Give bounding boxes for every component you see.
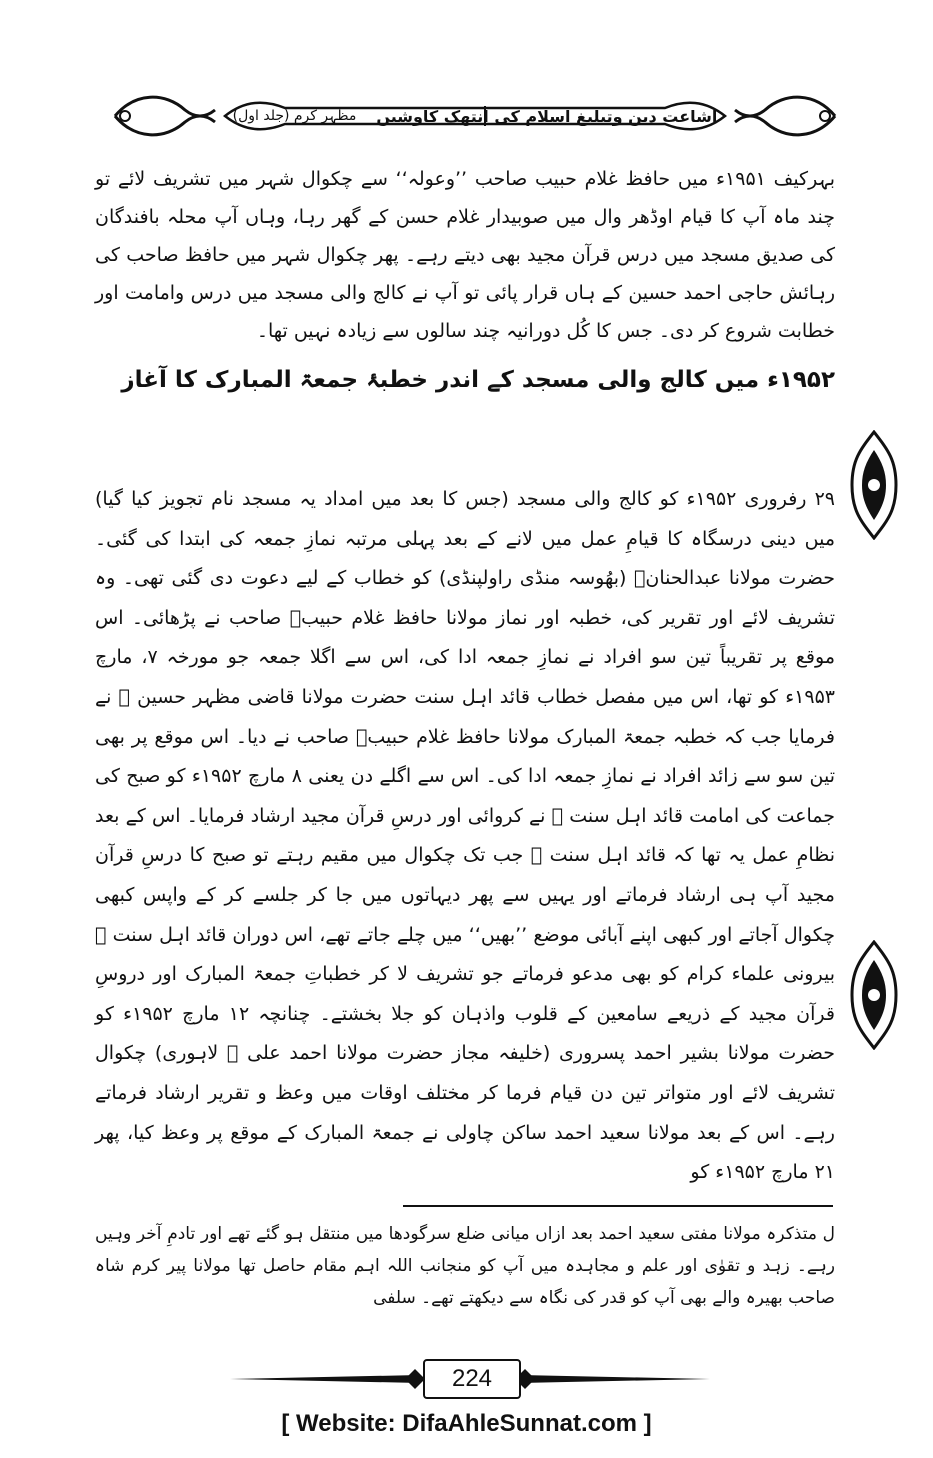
running-header <box>95 88 855 144</box>
main-paragraph: ۲۹ رفروری ۱۹۵۲ء کو کالج والی مسجد (جس کا بعد میں امداد یہ مسجد نام تجویز کیا گیا) میں دینی درسگاہ کا قیامِ عمل میں لانے کے بعد پہلی مرتبہ نمازِ جمعہ کی ابتدا کی گئی۔ حضرت مولانا عبدالحنانؒ (بھُوسہ منڈی راولپنڈی) کو خطاب کے لیے دعوت دی گئی تھی۔ وہ تشریف لائے اور تقریر کی، خطبہ اور نماز مولانا حافظ غلام حبیبؒ صاحب نے پڑھائی۔ اس موقع پر تقریباً تین سو افراد نے نمازِ جمعہ ادا کی، اس سے اگلا جمعہ جو مورخہ ۷، مارچ ۱۹۵۳ء کو تھا، اس میں مفصل خطاب قائد اہل سنت حضرت مولانا قاضی مظہر حسین ﷫ نے فرمایا جب کہ خطبہ جمعۃ المبارک مولانا حافظ غلام حبیبؒ صاحب نے دیا۔ اس موقع پر بھی تین سو سے زائد افراد نے نمازِ جمعہ ادا کی۔ اس سے اگلے دن یعنی ۸ مارچ ۱۹۵۲ء کو صبح کی جماعت کی امامت قائد اہل سنت ﷫ نے کروائی اور درسِ قرآن مجید ارشاد فرمایا۔ اس کے بعد نظامِ عمل یہ تھا کہ قائد اہل سنت ﷫ جب تک چکوال میں مقیم رہتے تو صبح کا درسِ قرآن مجید آپ ہی ارشاد فرماتے اور یہیں سے پھر دیہاتوں میں جا کر جلسے کر کے واپس کبھی چکوال آجاتے اور کبھی اپنے آبائی موضع ’’بھیں‘‘ میں چلے جاتے تھے، اس دوران قائد اہل سنت ﷫ بیرونی علماء کرام کو بھی مدعو فرماتے جو تشریف لا کر خطباتِ جمعۃ المبارک اور دروسِ قرآن مجید کے ذریعے سامعین کے قلوب واذہان کو جلا بخشتے۔ چنانچہ ۱۲ مارچ ۱۹۵۲ء کو حضرت مولانا بشیر احمد پسروری (خلیفہ مجاز حضرت مولانا احمد علی ﷫ لاہوری) چکوال تشریف لائے اور متواتر تین دن قیام فرما کر مختلف اوقات میں وعظ و تقریر ارشاد فرماتے رہے۔ اس کے بعد مولانا سعید احمد ساکن چاولی نے جمعۃ المبارک کے موقع پر وعظ کیا، پھر ۲۱ مارچ ۱۹۵۲ء کو <box>95 488 835 1184</box>
intro-paragraph: بہرکیف ۱۹۵۱ء میں حافظ غلام حبیب صاحب ’’وعولہ‘‘ سے چکوال شہر میں تشریف لائے تو چند ماہ آپ کا قیام اوڈھر وال میں صوبیدار غلام حسن کے گھر رہا، وہاں آپ محلہ بافندگان کی صدیق مسجد میں درس قرآن مجید بھی دیتے رہے۔ پھر چکوال شہر میں حافظ صاحب کی رہائش حاجی احمد حسین کے ہاں قرار پائی تو آپ نے کالج والی مسجد میں درس وامامت اور خطابت شروع کر دی۔ جس کا کُل دورانیہ چند سالوں سے زیادہ نہیں تھا۔ <box>95 168 836 342</box>
footnote-text: ل متذکرہ مولانا مفتی سعید احمد بعد ازاں میانی ضلع سرگودھا میں منتقل ہو گئے تھے اور تادمِ آخر وہیں رہے۔ زہد و تقوٰی اور علم و مجاہدہ میں آپ کو منجانب اللہ اہم مقام حاصل تھا مولانا پیر کرم شاہ صاحب بھیرہ والے بھی آپ کو قدر کی نگاہ سے دیکھتے تھے۔ سلفی <box>95 1224 835 1308</box>
book-title: مظہر کرم (جلد اول) <box>232 108 357 124</box>
footnote <box>95 1218 835 1314</box>
intro-paragraph-block <box>95 160 835 404</box>
main-paragraph-block <box>95 480 835 1193</box>
website-footer: [ Website: DifaAhleSunnat.com ] <box>281 1410 652 1437</box>
page-number-ornament <box>230 1357 710 1401</box>
footnote-divider <box>403 1205 833 1207</box>
page-number: 224 <box>423 1359 521 1399</box>
margin-ornament-bottom-icon <box>848 940 900 1050</box>
margin-ornament-top-icon <box>848 430 900 540</box>
section-heading: ۱۹۵۲ء میں کالج والی مسجد کے اندر خطبۂ جمعۃ المبارک کا آغاز <box>121 367 835 393</box>
chapter-title: اشاعت دین وتبلیغ اسلام کی انتھک کاوشیں <box>376 106 718 126</box>
